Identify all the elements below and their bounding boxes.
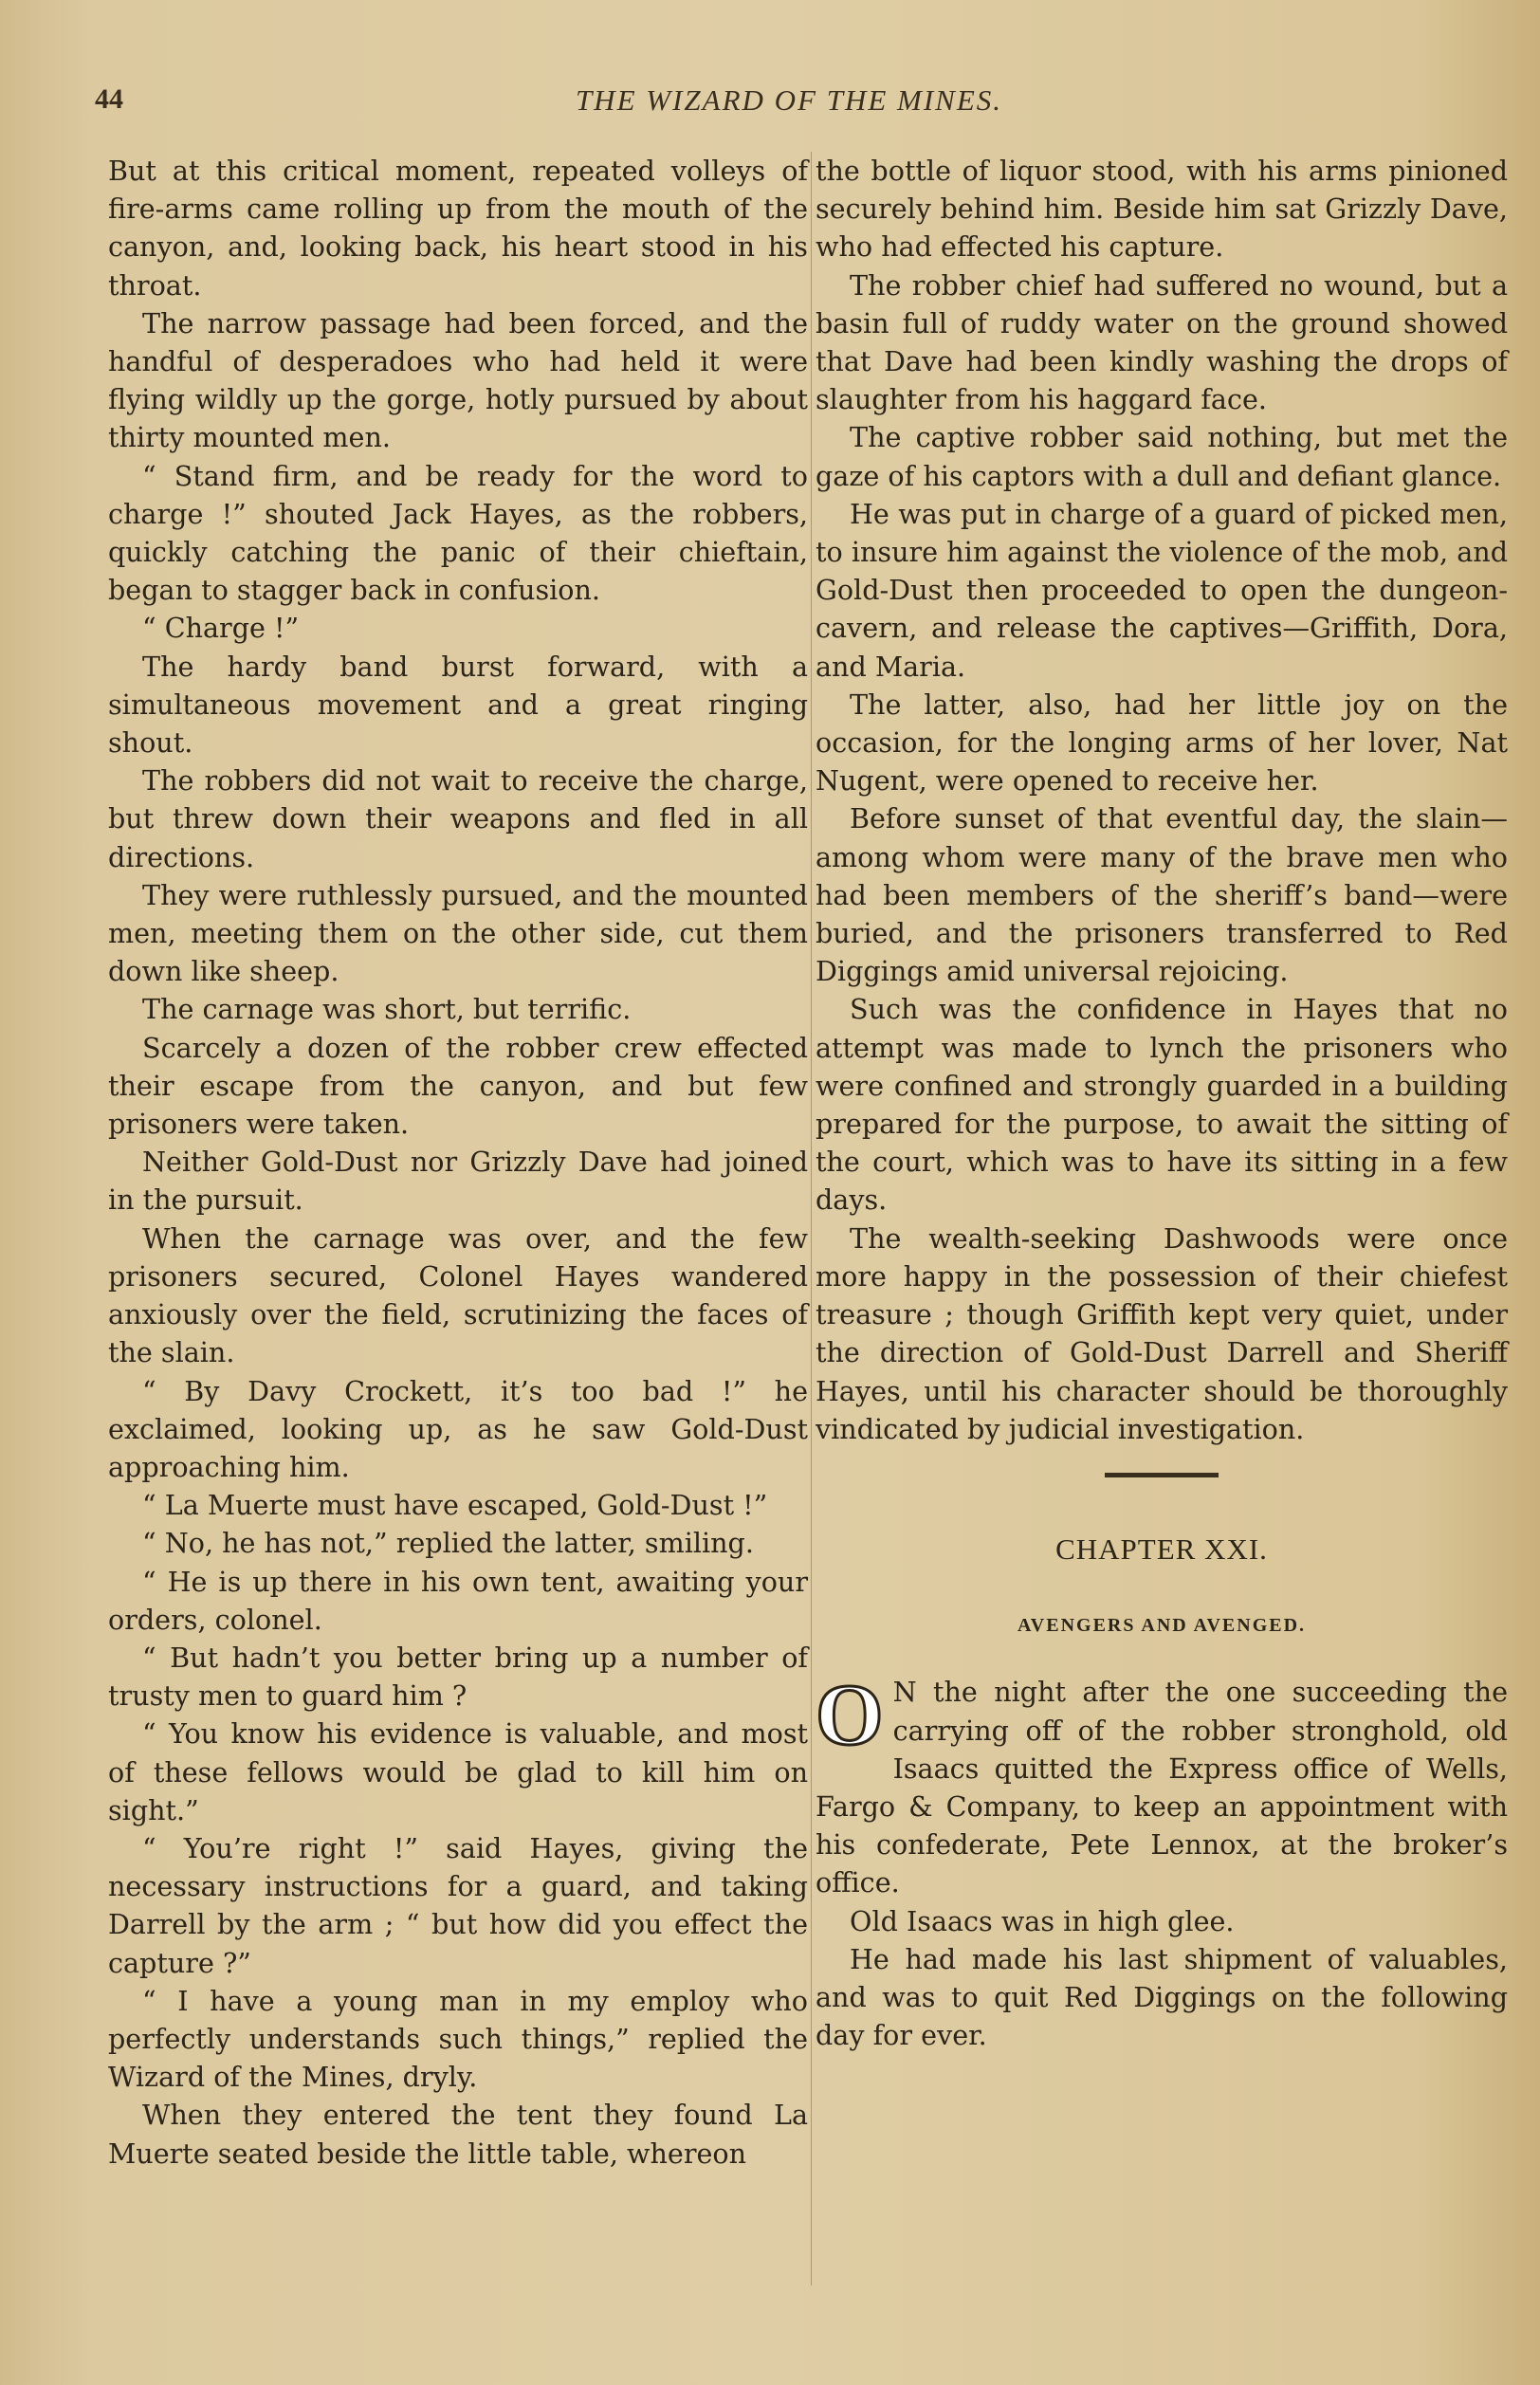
paragraph: The latter, also, had her little joy on the occasion, for the longing arms of her lover, Nat Nugent, were opened to receive her.	[816, 688, 1508, 798]
page-number: 44	[95, 83, 123, 115]
paragraph: When the carnage was over, and the few prisoners secured, Colonel Hayes wandered anxiously over the field, scrutinizing the faces of the slain.	[108, 1221, 808, 1369]
paragraph: “ I have a young man in my employ who perfectly understands such things,” replied the Wizard of the Mines, dryly.	[108, 1984, 808, 2094]
paragraph: “ La Muerte must have escaped, Gold-Dust !”	[142, 1489, 768, 1522]
paragraph: When they entered the tent they found La Muerte seated beside the little table, whereon	[108, 2099, 808, 2170]
paragraph: “ You know his evidence is valuable, and most of these fellows would be glad to kill him on sight.”	[108, 1717, 808, 1826]
chapter-title: CHAPTER XXI.	[1055, 1532, 1268, 1566]
chapter-subtitle: AVENGERS AND AVENGED.	[1017, 1615, 1307, 1637]
paragraph: The carnage was short, but terrific.	[142, 993, 632, 1026]
paragraph: The robbers did not wait to receive the charge, but threw down their weapons and fled in all directions.	[108, 764, 808, 873]
paragraph: The wealth-seeking Dashwoods were once more happy in the possession of their chiefest treasure ; though Griffith kept very quiet, under the direction of Gold-Dust Darrell and Sheriff Hayes, until his character should be thoroughly vindicated by judicial investigation.	[816, 1221, 1508, 1445]
page-header	[95, 83, 1483, 131]
paragraph: He was put in charge of a guard of picked men, to insure him against the violence of the mob, and Gold-Dust then proceeded to open the dungeon-cavern, and release the captives—Griffith, Dora, and Maria.	[816, 497, 1508, 683]
running-title: THE WIZARD OF THE MINES.	[575, 83, 1003, 117]
paragraph: “ Charge !”	[142, 612, 300, 645]
paragraph: “ You’re right !” said Hayes, giving the necessary instructions for a guard, and taking Darrell by the arm ; “ but how did you effect the capture ?”	[108, 1831, 808, 1979]
section-divider	[1105, 1473, 1219, 1477]
paragraph: He had made his last shipment of valuables, and was to quit Red Diggings on the following day for ever.	[816, 1942, 1508, 2052]
chapter-opening-paragraph	[816, 1666, 1508, 1901]
paragraph: But at this critical moment, repeated volleys of fire-arms came rolling up from the mouth of the canyon, and, looking back, his heart stood in his throat.	[108, 155, 808, 302]
paragraph: Before sunset of that eventful day, the slain—among whom were many of the brave men who had been members of the sheriff’s band—were buried, and the prisoners transferred to Red Diggings amid universal rejoicing.	[816, 802, 1508, 988]
paragraph: “ He is up there in his own tent, awaiting your orders, colonel.	[108, 1565, 808, 1636]
paragraph: The narrow passage had been forced, and the handful of desperadoes who had held it were flying wildly up the gorge, hotly pursued by about thirty mounted men.	[108, 306, 808, 454]
column-divider	[811, 152, 812, 2285]
paragraph: They were ruthlessly pursued, and the mounted men, meeting them on the other side, cut them down like sheep.	[108, 878, 808, 988]
paragraph: Old Isaacs was in high glee.	[850, 1904, 1235, 1937]
paragraph: “ But hadn’t you better bring up a number of trusty men to guard him ?	[108, 1641, 808, 1713]
paragraph: “ By Davy Crockett, it’s too bad !” he exclaimed, looking up, as he saw Gold-Dust approaching him.	[108, 1374, 808, 1483]
paragraph: Neither Gold-Dust nor Grizzly Dave had joined in the pursuit.	[108, 1146, 808, 1217]
paragraph: “ Stand firm, and be ready for the word to charge !” shouted Jack Hayes, as the robbers, quickly catching the panic of their chieftain, began to stagger back in confusion.	[108, 459, 808, 607]
paragraph: The captive robber said nothing, but met the gaze of his captors with a dull and defiant glance.	[816, 421, 1508, 492]
paragraph: The hardy band burst forward, with a simultaneous movement and a great ringing shout.	[108, 650, 808, 760]
left-column	[108, 152, 808, 2173]
opening-text: N the night after the one succeeding the carrying off of the robber stronghold, old Isaacs quitted the Express office of Wells, Fargo & Company, to keep an appointment with his confederate, Pete Lennox, at the broker’s office.	[816, 1676, 1508, 1899]
paragraph: the bottle of liquor stood, with his arms pinioned securely behind him. Beside him sat Grizzly Dave, who had effected his capture.	[816, 155, 1508, 264]
paragraph: “ No, he has not,” replied the latter, smiling.	[142, 1527, 754, 1560]
right-column	[816, 152, 1508, 2054]
paragraph: The robber chief had suffered no wound, but a basin full of ruddy water on the ground showed that Dave had been kindly washing the drops of slaughter from his haggard face.	[816, 268, 1508, 416]
paragraph: Such was the confidence in Hayes that no attempt was made to lynch the prisoners who were confined and strongly guarded in a building prepared for the purpose, to await the sitting of the court, which was to have its sitting in a few days.	[816, 993, 1508, 1217]
paragraph: Scarcely a dozen of the robber crew effected their escape from the canyon, and but few prisoners were taken.	[108, 1031, 808, 1141]
drop-cap-letter: O	[816, 1666, 884, 1764]
